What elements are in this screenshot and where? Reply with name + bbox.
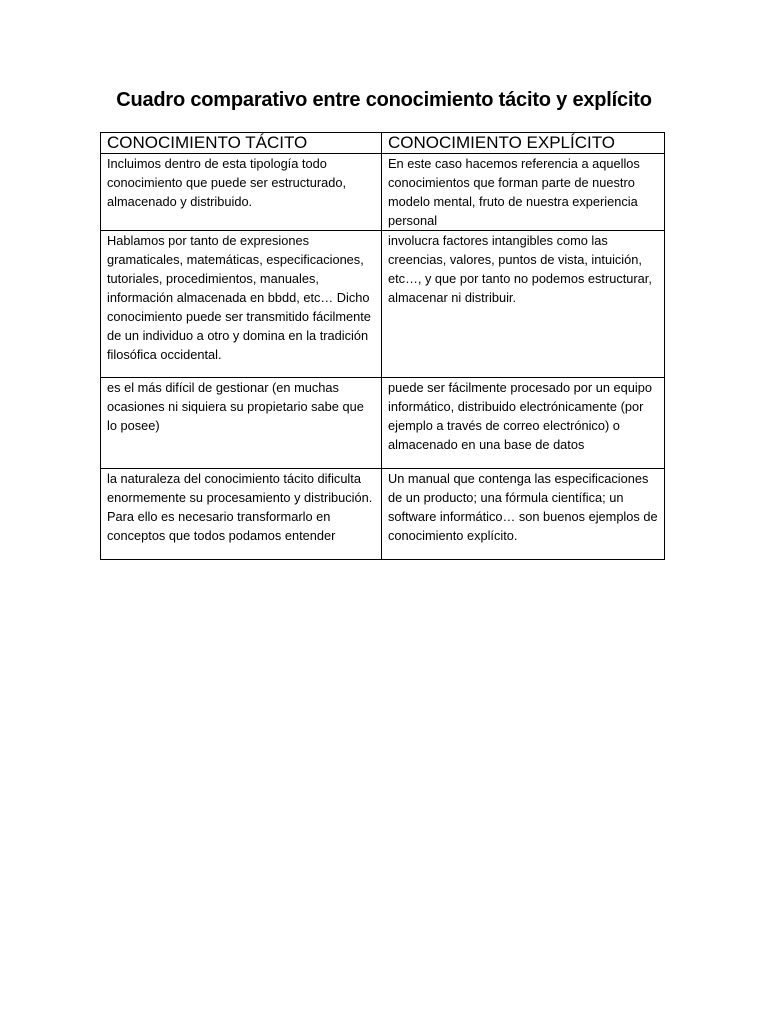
header-tacit: CONOCIMIENTO TÁCITO [101,133,382,154]
cell-explicit: involucra factores intangibles como las creencias, valores, puntos de vista, intuición, etc…, y que por tanto no podemos estructurar, almacenar ni distribuir. [382,231,665,378]
table-row [101,231,665,378]
table-row [101,469,665,560]
cell-tacit: es el más difícil de gestionar (en muchas ocasiones ni siquiera su propietario sabe que lo posee) [101,378,382,469]
cell-tacit: Hablamos por tanto de expresiones gramaticales, matemáticas, especificaciones, tutoriales, procedimientos, manuales, información almacenada en bbdd, etc… Dicho conocimiento puede ser transmitido fácilmente de un individuo a otro y domina en la tradición filosófica occidental. [101,231,382,378]
cell-explicit: En este caso hacemos referencia a aquellos conocimientos que forman parte de nuestro modelo mental, fruto de nuestra experiencia personal [382,154,665,231]
cell-tacit: la naturaleza del conocimiento tácito dificulta enormemente su procesamiento y distribución. Para ello es necesario transformarlo en conceptos que todos podamos entender [101,469,382,560]
table-row [101,378,665,469]
table-row [101,154,665,231]
cell-explicit: Un manual que contenga las especificaciones de un producto; una fórmula científica; un software informático… son buenos ejemplos de conocimiento explícito. [382,469,665,560]
header-explicit: CONOCIMIENTO EXPLÍCITO [382,133,665,154]
page-title: Cuadro comparativo entre conocimiento tácito y explícito [116,89,652,111]
comparison-table [100,132,665,560]
cell-explicit: puede ser fácilmente procesado por un equipo informático, distribuido electrónicamente (por ejemplo a través de correo electrónico) o almacenado en una base de datos [382,378,665,469]
cell-tacit: Incluimos dentro de esta tipología todo conocimiento que puede ser estructurado, almacenado y distribuido. [101,154,382,231]
table-header-row [101,133,665,154]
